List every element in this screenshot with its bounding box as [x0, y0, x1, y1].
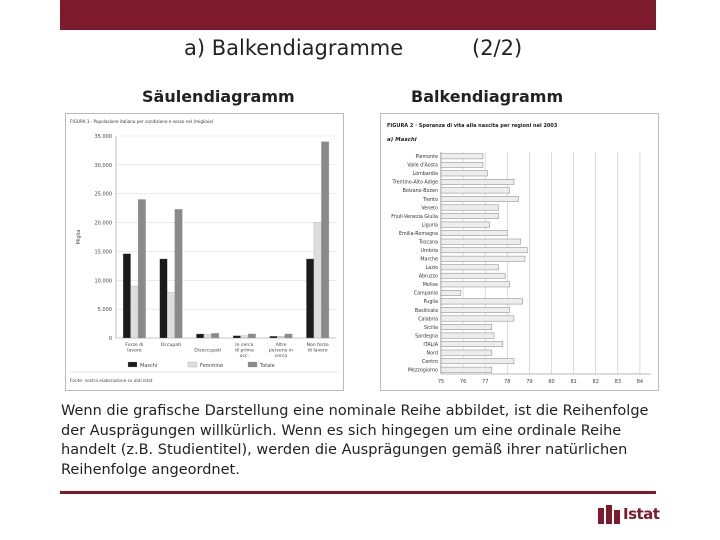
y-tick-label: Veneto	[421, 206, 438, 212]
bar-maschi	[233, 336, 241, 338]
page-indicator: (2/2)	[472, 36, 523, 60]
bottom-accent-bar	[60, 491, 656, 494]
y-tick-label: 30.000	[94, 162, 112, 169]
y-tick-label: Bolzano-Bozen	[402, 189, 438, 195]
slide-title: a) Balkendiagramme	[184, 36, 404, 60]
y-tick-label: Mezzogiorno	[407, 368, 438, 374]
top-accent-bar	[60, 0, 656, 30]
bar-totale	[138, 199, 146, 338]
chart-title: FIGURA 1 · Popolazione italiana per condizione e sesso nel (migliaia)	[70, 119, 214, 124]
y-tick-label: ITALIA	[423, 342, 438, 348]
y-tick-label: 20.000	[94, 220, 112, 227]
bar	[441, 205, 498, 210]
x-tick-label: 79	[526, 379, 533, 385]
y-tick-label: Puglia	[423, 300, 438, 306]
bar	[441, 171, 487, 176]
bar	[441, 162, 483, 167]
bar-totale	[175, 209, 183, 338]
y-tick-label: Toscana	[418, 240, 438, 246]
bar-femmine	[167, 292, 175, 338]
y-tick-label: Campania	[413, 291, 438, 297]
bar-femmine	[241, 336, 249, 338]
chart-footnote: Fonte: nostra elaborazione su dati Istat	[70, 378, 153, 383]
y-tick-label: Valle d'Aosta	[407, 163, 438, 169]
bar	[441, 333, 494, 338]
y-tick-label: 25.000	[94, 191, 112, 198]
bar	[441, 316, 514, 321]
bar-maschi	[196, 334, 204, 338]
y-tick-label: Abruzzo	[418, 274, 438, 280]
y-tick-label: Friuli-Venezia Giulia	[391, 214, 438, 220]
bar-maschi	[160, 259, 168, 338]
bar-maschi	[270, 336, 278, 338]
x-tick-label: cerca	[274, 354, 288, 359]
bar	[441, 282, 510, 287]
legend-label: Femmine	[200, 363, 224, 369]
bar	[441, 367, 492, 372]
bar	[441, 359, 514, 364]
x-tick-label: Forze di	[125, 343, 144, 348]
y-tick-label: Lazio	[425, 266, 438, 272]
x-tick-label: 83	[614, 379, 622, 385]
bar	[441, 222, 490, 227]
bar	[441, 341, 503, 346]
legend-label: Totale	[260, 363, 275, 369]
x-tick-label: Altre	[275, 343, 287, 348]
x-tick-label: 81	[570, 379, 577, 385]
bar	[441, 154, 483, 159]
bar	[441, 196, 518, 201]
bar-femmine	[314, 223, 322, 338]
bar	[441, 213, 498, 218]
bar	[441, 256, 525, 261]
x-tick-label: 80	[548, 379, 555, 385]
x-tick-label: di lavoro	[307, 348, 328, 354]
bar	[441, 188, 510, 193]
bar	[441, 265, 498, 270]
bar-maschi	[306, 259, 314, 338]
istat-logo	[598, 503, 659, 525]
bar	[441, 299, 523, 304]
bar-femmine	[131, 286, 139, 338]
body-paragraph: Wenn die grafische Darstellung eine nominale Reihe abbildet, ist die Reihenfolge der Ausprägungen willkürlich. Wenn es sich hingegen um eine ordinale Reihe handelt (z.B. Studientitel), werden die Ausprägungen gemäß ihrer natürlichen Reihenfolge angeordnet.	[61, 403, 649, 478]
y-tick-label: Umbria	[420, 248, 438, 254]
y-axis-label: Miglia	[76, 229, 82, 245]
y-tick-label: Basilicata	[414, 308, 438, 314]
panel-label: a) Maschi	[387, 137, 417, 143]
legend-swatch	[128, 362, 137, 367]
x-tick-label: Disoccupati	[194, 348, 222, 354]
bar	[441, 307, 510, 312]
x-tick-label: occ.	[239, 354, 249, 359]
y-tick-label: 0	[108, 336, 112, 342]
x-tick-label: Occupati	[160, 343, 182, 348]
y-tick-label: 10.000	[94, 278, 112, 285]
y-tick-label: Emilia-Romagna	[398, 231, 438, 237]
y-tick-label: Piemonte	[415, 155, 438, 161]
x-tick-label: lavoro	[127, 348, 142, 354]
x-tick-label: 82	[592, 379, 599, 385]
x-tick-label: 75	[437, 379, 445, 385]
x-tick-label: 84	[636, 379, 644, 385]
bar-femmine	[277, 336, 285, 338]
bar	[441, 324, 492, 329]
y-tick-label: Lombardia	[412, 172, 438, 178]
y-tick-label: Calabria	[418, 317, 438, 323]
bar-totale	[211, 333, 219, 338]
legend-label: Maschi	[140, 363, 158, 369]
y-tick-label: Sardegna	[415, 334, 438, 340]
bar	[441, 290, 461, 295]
bar	[441, 239, 521, 244]
bar-totale	[285, 334, 293, 338]
column-chart	[66, 114, 343, 390]
x-tick-label: persone in	[268, 348, 294, 354]
y-tick-label: Marche	[420, 257, 438, 263]
bar-totale	[248, 334, 256, 338]
y-tick-label: 5.000	[97, 307, 112, 314]
y-tick-label: Trentino-Alto Adige	[392, 180, 438, 186]
bar-totale	[321, 142, 329, 338]
left-subtitle: Säulendiagramm	[142, 87, 295, 106]
x-tick-label: di prima	[234, 348, 254, 354]
y-tick-label: Liguria	[421, 223, 438, 229]
legend-swatch	[188, 362, 197, 367]
x-tick-label: Non forze	[306, 343, 329, 348]
column-chart-figure	[65, 113, 344, 391]
bar	[441, 248, 527, 253]
bar	[441, 273, 505, 278]
x-tick-label: 78	[504, 379, 511, 385]
y-tick-label: 35.000	[94, 134, 112, 140]
y-tick-label: Trento	[423, 197, 438, 203]
y-tick-label: Centro	[421, 359, 438, 365]
bar-femmine	[204, 335, 212, 338]
bar-chart-figure	[380, 113, 659, 391]
bar-maschi	[123, 254, 131, 338]
chart-title: FIGURA 2 · Speranza di vita alla nascita per regioni nel 2003	[387, 123, 558, 129]
right-subtitle: Balkendiagramm	[411, 87, 564, 106]
y-tick-label: Molise	[422, 283, 438, 289]
bar	[441, 179, 514, 184]
istat-logo-mark-icon	[598, 504, 620, 524]
y-tick-label: 15.000	[94, 249, 112, 256]
bar	[441, 350, 492, 355]
y-tick-label: Sicilia	[424, 325, 438, 331]
x-tick-label: 77	[482, 379, 489, 385]
x-tick-label: 76	[459, 379, 467, 385]
logo-text: Istat	[623, 505, 660, 523]
y-tick-label: Nord	[426, 351, 438, 357]
legend-swatch	[248, 362, 257, 367]
bar	[441, 230, 507, 235]
x-tick-label: In cerca	[235, 343, 254, 348]
bar-chart	[381, 114, 658, 390]
